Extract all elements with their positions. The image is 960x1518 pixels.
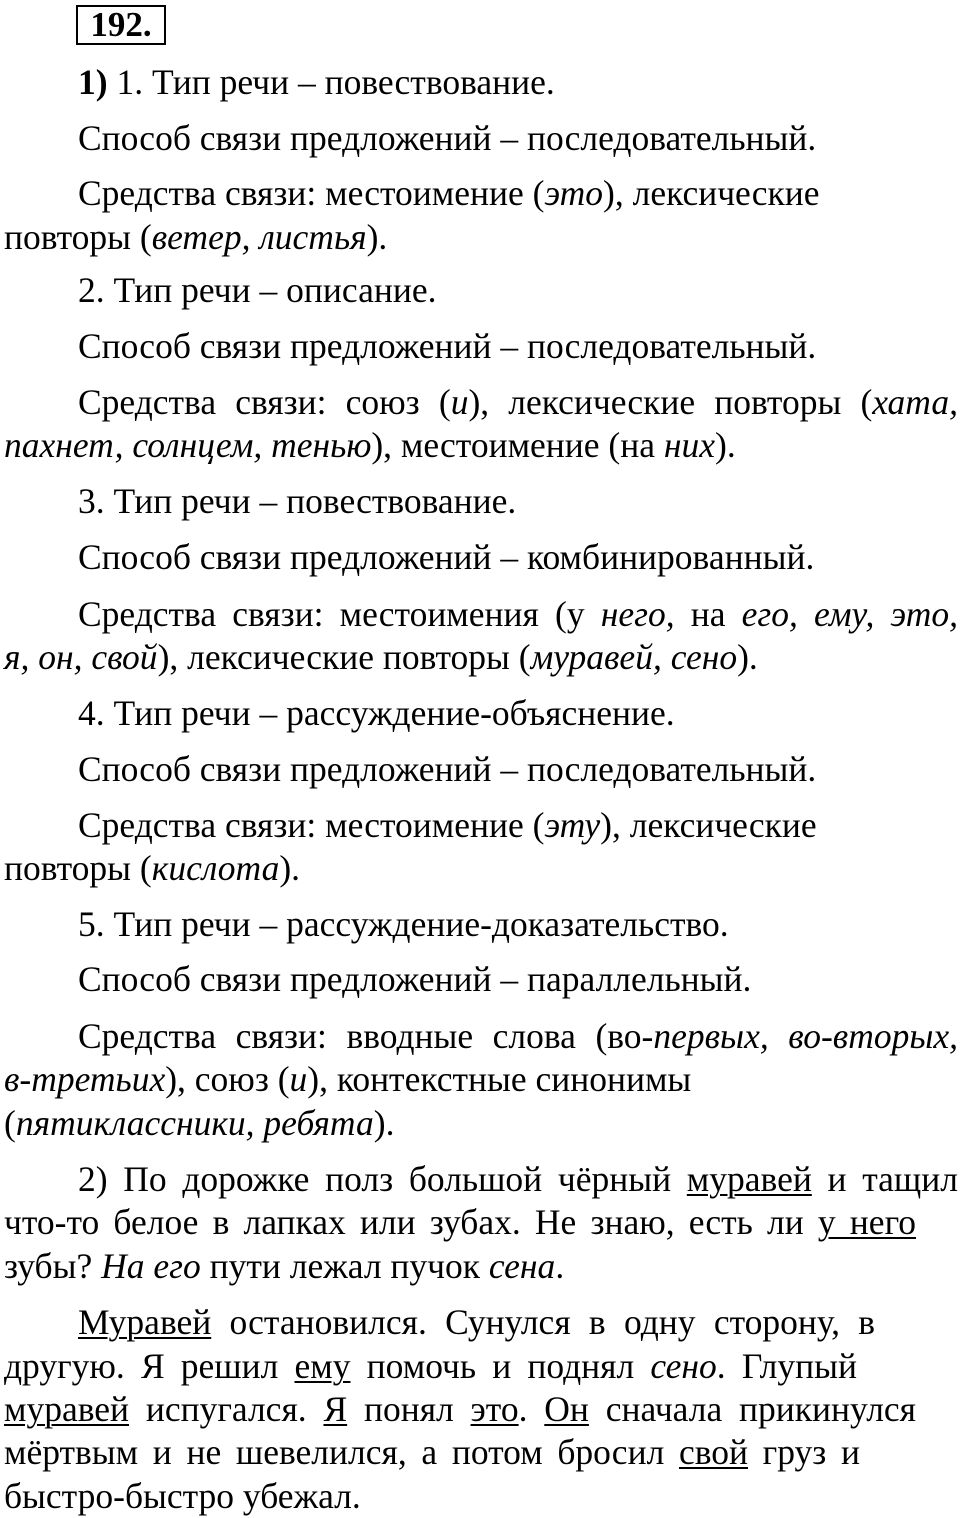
speech-type: 1. Тип речи – повествование.: [116, 62, 555, 102]
text-line: что-то белое в лапках или зубах. Не знаю, есть ли у него: [4, 1202, 916, 1242]
text-line: Средства связи: местоимения (у него, на его, ему, это,: [78, 594, 959, 634]
underlined-word: муравей: [4, 1389, 130, 1429]
text-line: муравей испугался. Я понял это. Он сначала прикинулся: [4, 1389, 916, 1429]
underlined-word: свой: [678, 1432, 748, 1472]
text-line: в-третьих), союз (и), контекстные синонимы: [4, 1059, 692, 1099]
text-line: [78, 61, 958, 104]
connection-method: Способ связи предложений – последовательный.: [78, 749, 817, 789]
connection-method: Способ связи предложений – параллельный.: [78, 959, 752, 999]
part-marker: 1): [78, 62, 108, 102]
speech-type: 3. Тип речи – повествование.: [78, 481, 517, 521]
text-line: (пятиклассники, ребята).: [4, 1103, 395, 1143]
speech-type: 5. Тип речи – рассуждение-доказательство.: [78, 904, 729, 944]
underlined-word: муравей: [686, 1159, 812, 1199]
underlined-word: ему: [294, 1346, 351, 1386]
text-line: Муравей остановился. Сунулся в одну сторону, в: [78, 1302, 875, 1342]
text-line: мёртвым и не шевелился, а потом бросил свой груз и: [4, 1432, 860, 1472]
connection-method: Способ связи предложений – комбинированный.: [78, 537, 815, 577]
text-line: Средства связи: союз (и), лексические повторы (хата,: [78, 382, 958, 422]
text-line: повторы (кислота).: [4, 848, 301, 888]
text-line: 2) По дорожке полз большой чёрный муравей и тащил: [78, 1159, 958, 1199]
text-line: Средства связи: местоимение (эту), лексические: [78, 805, 817, 845]
underlined-word: это: [470, 1389, 519, 1429]
text-line: повторы (ветер, листья).: [4, 217, 388, 257]
speech-type: 4. Тип речи – рассуждение-объяснение.: [78, 693, 675, 733]
connection-method: Способ связи предложений – последовательный.: [78, 326, 817, 366]
text-line: Средства связи: вводные слова (во-первых, во-вторых,: [78, 1016, 959, 1056]
text-line: быстро-быстро убежал.: [4, 1476, 361, 1516]
text-line: пахнет, солнцем, тенью), местоимение (на них).: [4, 425, 736, 465]
text-line: другую. Я решил ему помочь и поднял сено. Глупый: [4, 1346, 857, 1386]
text-line: я, он, свой), лексические повторы (муравей, сено).: [4, 637, 758, 677]
speech-type: 2. Тип речи – описание.: [78, 270, 437, 310]
underlined-word: Я: [323, 1389, 348, 1429]
connection-method: Способ связи предложений – последовательный.: [78, 118, 817, 158]
exercise-number-box: 192.: [76, 5, 166, 45]
underlined-word: Муравей: [78, 1302, 212, 1342]
underlined-word: у него: [817, 1202, 916, 1242]
text-line: зубы? На его пути лежал пучок сена.: [4, 1246, 565, 1286]
underlined-word: Он: [544, 1389, 589, 1429]
text-line: Средства связи: местоимение (это), лексические: [78, 173, 820, 213]
